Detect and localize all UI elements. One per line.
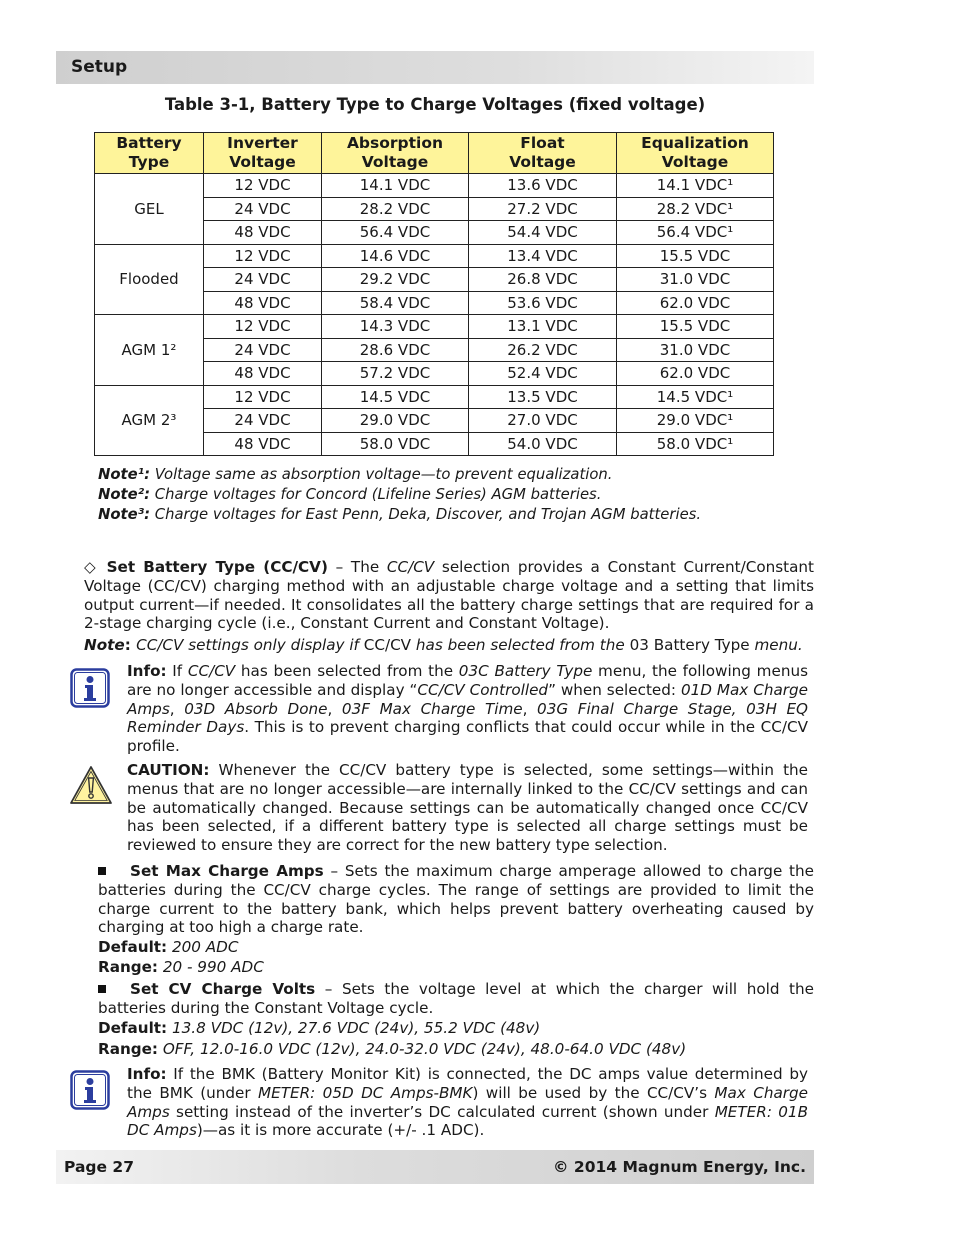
caution-icon (69, 765, 113, 805)
column-header: Battery Type (95, 133, 204, 174)
table-cell: 28.2 VDC (322, 197, 469, 221)
info-paragraph-2: Info: If the BMK (Battery Monitor Kit) is connected, the DC amps value determined by the BMK (under METER: 05D DC Amps-BMK) will be used by the CC/CV’s Max Charge Amps setting instead of the inverter’s DC calculated current (shown under METER: 01B DC Amps)—as it is more accurate (+/- .1 ADC). (127, 1065, 808, 1140)
column-header: Equalization Voltage (617, 133, 774, 174)
table-cell: 14.6 VDC (322, 244, 469, 268)
table-cell: 14.1 VDC (322, 174, 469, 198)
table-row (95, 385, 774, 409)
table-cell: 58.0 VDC (322, 432, 469, 456)
caution-paragraph: CAUTION: Whenever the CC/CV battery type is selected, some settings—within the menus that are no longer accessible—are internally linked to the CC/CV settings and can be automatically changed. Because settings can be automatically changed once CC/CV has been selected, if a different battery type is selected all charge settings must be reviewed to ensure they are correct for the new battery type selection. (127, 761, 808, 855)
cccv-note: Note: CC/CV settings only display if CC/CV has been selected from the 03 Battery Type menu. (84, 636, 803, 654)
table-cell: 24 VDC (204, 338, 322, 362)
battery-type-cell: AGM 2³ (95, 385, 204, 456)
section-header-bar (56, 51, 814, 84)
table-cell: 53.6 VDC (469, 291, 617, 315)
table-cell: 54.0 VDC (469, 432, 617, 456)
table-cell: 15.5 VDC (617, 315, 774, 339)
column-header: Inverter Voltage (204, 133, 322, 174)
table-cell: 31.0 VDC (617, 268, 774, 292)
table-cell: 48 VDC (204, 221, 322, 245)
battery-type-cell: Flooded (95, 244, 204, 315)
table-cell: 13.5 VDC (469, 385, 617, 409)
table-cell: 27.0 VDC (469, 409, 617, 433)
table-cell: 12 VDC (204, 244, 322, 268)
table-cell: 27.2 VDC (469, 197, 617, 221)
note-3: Note³: Charge voltages for East Penn, Deka, Discover, and Trojan AGM batteries. (98, 506, 702, 523)
table-cell: 14.5 VDC (322, 385, 469, 409)
section-title: Setup (71, 57, 128, 77)
table-title: Table 3-1, Battery Type to Charge Voltages (fixed voltage) (164, 95, 706, 114)
cv-charge-volts-default: Default: 13.8 VDC (12v), 27.6 VDC (24v), 55.2 VDC (48v) (98, 1019, 541, 1037)
table-cell: 29.0 VDC¹ (617, 409, 774, 433)
table-cell: 58.4 VDC (322, 291, 469, 315)
column-header: Absorption Voltage (322, 133, 469, 174)
table-cell: 48 VDC (204, 291, 322, 315)
cv-charge-volts-range: Range: OFF, 12.0-16.0 VDC (12v), 24.0-32.0 VDC (24v), 48.0-64.0 VDC (48v) (98, 1040, 687, 1058)
table-cell: 26.2 VDC (469, 338, 617, 362)
table-row (95, 315, 774, 339)
info-paragraph-1: Info: If CC/CV has been selected from the 03C Battery Type menu, the following menus are no longer accessible and display “CC/CV Controlled” when selected: 01D Max Charge Amps, 03D Absorb Done, 03F Max Charge Time, 03G Final Charge Stage, 03H EQ Reminder Days. This is to prevent charging conflicts that could occur while in the CC/CV profile. (127, 662, 809, 756)
table-cell: 31.0 VDC (617, 338, 774, 362)
info-icon (70, 1070, 110, 1110)
cccv-paragraph: ◇ Set Battery Type (CC/CV) – The CC/CV selection provides a Constant Current/Constant Voltage (CC/CV) charging method with an adjustable charge voltage and a setting that limits output current—if needed. It consolidates all the battery charge settings that are required for a 2-stage charging cycle (i.e., Constant Current and Constant Voltage). (84, 558, 814, 633)
table-cell: 13.6 VDC (469, 174, 617, 198)
table-row (95, 244, 774, 268)
table-cell: 24 VDC (204, 197, 322, 221)
table-header-row (95, 133, 774, 174)
square-bullet-icon (98, 985, 106, 993)
table-cell: 14.5 VDC¹ (617, 385, 774, 409)
table-cell: 15.5 VDC (617, 244, 774, 268)
copyright: © 2014 Magnum Energy, Inc. (553, 1158, 806, 1176)
table-cell: 48 VDC (204, 362, 322, 386)
table-cell: 24 VDC (204, 409, 322, 433)
table-cell: 52.4 VDC (469, 362, 617, 386)
table-row (95, 174, 774, 198)
cccv-heading: Set Battery Type (CC/CV) (106, 558, 328, 576)
cv-charge-volts-paragraph: Set CV Charge Volts – Sets the voltage level at which the charger will hold the batteries during the Constant Voltage cycle. (98, 980, 814, 1017)
diamond-bullet-icon: ◇ (84, 558, 99, 576)
table-cell: 56.4 VDC (322, 221, 469, 245)
table-cell: 56.4 VDC¹ (617, 221, 774, 245)
battery-voltage-table (94, 132, 774, 456)
table-cell: 29.0 VDC (322, 409, 469, 433)
table-cell: 62.0 VDC (617, 362, 774, 386)
table-cell: 12 VDC (204, 174, 322, 198)
table-cell: 12 VDC (204, 315, 322, 339)
note-1: Note¹: Voltage same as absorption voltage—to prevent equalization. (98, 466, 613, 483)
table-cell: 57.2 VDC (322, 362, 469, 386)
table-cell: 54.4 VDC (469, 221, 617, 245)
table-cell: 28.6 VDC (322, 338, 469, 362)
table-cell: 13.1 VDC (469, 315, 617, 339)
table-cell: 58.0 VDC¹ (617, 432, 774, 456)
table-cell: 62.0 VDC (617, 291, 774, 315)
max-charge-amps-default: Default: 200 ADC (98, 938, 239, 956)
column-header: Float Voltage (469, 133, 617, 174)
note-2: Note²: Charge voltages for Concord (Lifeline Series) AGM batteries. (98, 486, 602, 503)
page-footer (56, 1150, 814, 1184)
table-cell: 28.2 VDC¹ (617, 197, 774, 221)
table-cell: 48 VDC (204, 432, 322, 456)
table-cell: 24 VDC (204, 268, 322, 292)
table-cell: 26.8 VDC (469, 268, 617, 292)
table-cell: 14.3 VDC (322, 315, 469, 339)
battery-type-cell: GEL (95, 174, 204, 245)
battery-type-cell: AGM 1² (95, 315, 204, 386)
table-notes (98, 465, 701, 525)
table-cell: 13.4 VDC (469, 244, 617, 268)
max-charge-amps-paragraph: Set Max Charge Amps – Sets the maximum charge amperage allowed to charge the batteries during the CC/CV charge cycles. The range of settings are provided to limit the charge current to the battery bank, which helps prevent battery overheating caused by charging at too high a charge rate. (98, 862, 814, 937)
max-charge-amps-range: Range: 20 - 990 ADC (98, 958, 264, 976)
table-cell: 29.2 VDC (322, 268, 469, 292)
table-cell: 12 VDC (204, 385, 322, 409)
square-bullet-icon (98, 867, 106, 875)
table-cell: 14.1 VDC¹ (617, 174, 774, 198)
page-number: Page 27 (64, 1158, 134, 1176)
info-icon (70, 668, 110, 708)
